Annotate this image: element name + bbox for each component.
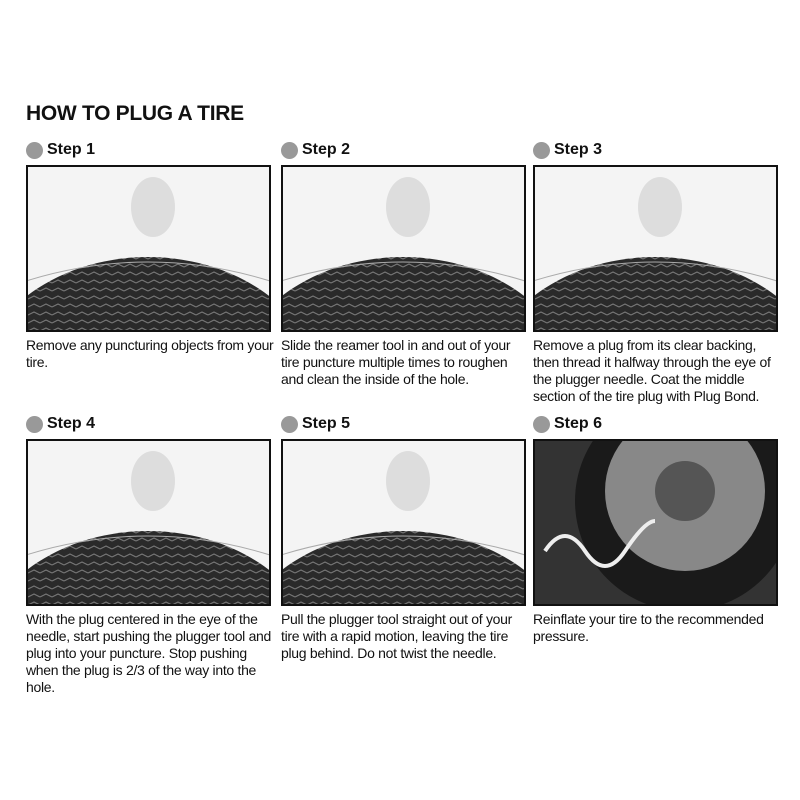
step-header — [533, 413, 778, 435]
step-label: Step 1 — [47, 141, 96, 158]
step-image-pushing-plugger-into-tire — [26, 439, 271, 606]
step-5 — [281, 413, 526, 662]
step-3 — [533, 139, 778, 405]
bullet-icon — [533, 416, 550, 433]
step-header — [26, 413, 271, 435]
step-caption: Reinflate your tire to the recommended pressure. — [533, 611, 764, 644]
step-header — [533, 139, 778, 161]
step-caption: With the plug centered in the eye of the needle, start pushing the plugger tool and plug into your puncture. Stop pushing when the plug is 2/3 of the way into the hole. — [26, 611, 272, 695]
step-caption: Remove a plug from its clear backing, then thread it halfway through the eye of the plugger needle. Coat the middle section of the tire plug with Plug Bond. — [533, 337, 771, 404]
bullet-icon — [26, 142, 43, 159]
step-header — [26, 139, 271, 161]
step-image-inflating-tire-on-wheel — [533, 439, 778, 606]
step-6 — [533, 413, 778, 645]
step-2 — [281, 139, 526, 388]
step-caption: Slide the reamer tool in and out of your tire puncture multiple times to roughen and clean the inside of the hole. — [281, 337, 511, 387]
step-image-hand-removing-object-from-tire — [26, 165, 271, 332]
step-label: Step 2 — [302, 141, 351, 158]
step-caption: Remove any puncturing objects from your tire. — [26, 337, 274, 370]
page-title: HOW TO PLUG A TIRE — [26, 102, 244, 125]
step-label: Step 6 — [554, 415, 603, 432]
step-header — [281, 139, 526, 161]
step-label: Step 4 — [47, 415, 96, 432]
step-label: Step 3 — [554, 141, 603, 158]
bullet-icon — [281, 142, 298, 159]
step-image-threading-plug-into-needle — [533, 165, 778, 332]
step-label: Step 5 — [302, 415, 351, 432]
step-image-reamer-tool-in-tire — [281, 165, 526, 332]
bullet-icon — [533, 142, 550, 159]
step-image-pulling-plugger-out — [281, 439, 526, 606]
step-header — [281, 413, 526, 435]
step-caption: Pull the plugger tool straight out of your tire with a rapid motion, leaving the tire plug behind. Do not twist the needle. — [281, 611, 512, 661]
step-4 — [26, 413, 271, 696]
bullet-icon — [281, 416, 298, 433]
step-1 — [26, 139, 274, 371]
bullet-icon — [26, 416, 43, 433]
